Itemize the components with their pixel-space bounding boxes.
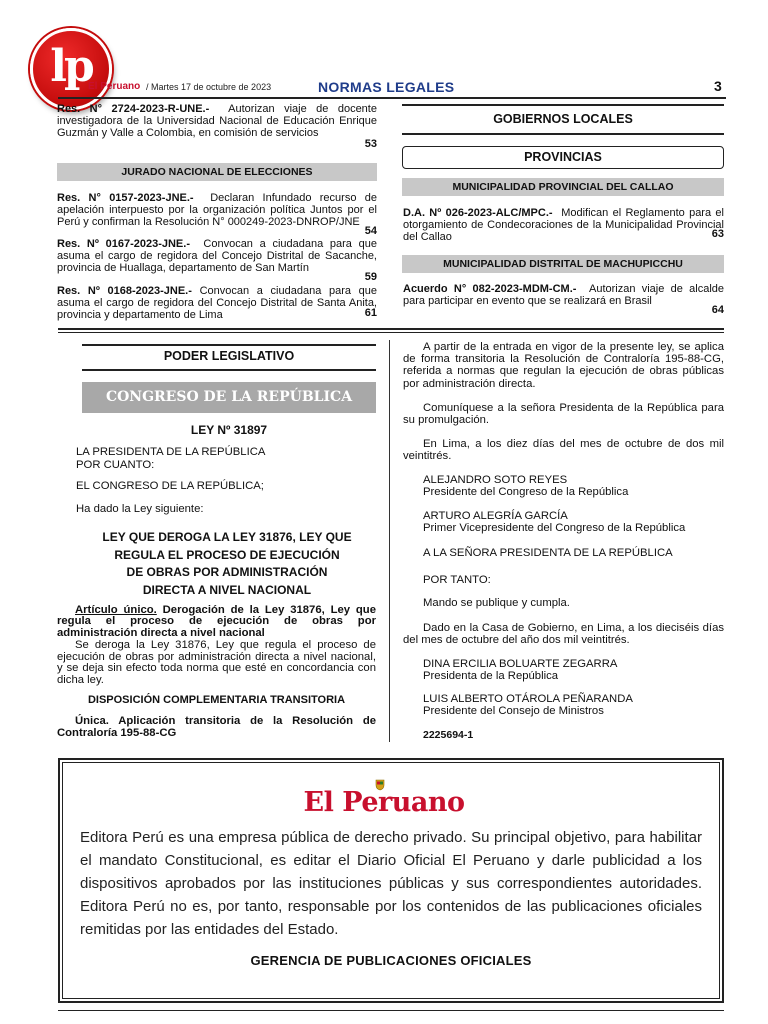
paragraph: POR TANTO: — [423, 574, 491, 586]
law-title-line: LEY QUE DEROGA LA LEY 31876, LEY QUE — [102, 530, 352, 544]
signer-role: Primer Vicepresidente del Congreso de la República — [423, 522, 686, 535]
signer-name: LUIS ALBERTO OTÁROLA PEÑARANDA — [423, 693, 633, 705]
signer-name: ARTURO ALEGRÍA GARCÍA — [423, 510, 568, 522]
page-number: 3 — [714, 78, 722, 94]
summary-item — [57, 192, 377, 240]
section-divider — [58, 328, 724, 330]
lp-logo: lp — [30, 28, 112, 110]
section-divider — [58, 332, 724, 333]
text-block: En Lima, a los diez días del mes de octubre de dos mil veintitrés. — [403, 438, 724, 463]
text-block: Comuníquese a la señora Presidenta de la República para su promulgación. — [403, 402, 724, 427]
signature — [423, 510, 724, 534]
publication-code: 2225694-1 — [423, 729, 474, 741]
summary-item — [57, 103, 377, 153]
header-rule — [58, 97, 726, 99]
summary-text: Convocan a ciudadana para que asuma el cargo de regidora del Concejo Distrital de Santa Anita, provincia y departamento de Lima — [57, 285, 378, 322]
text-line: POR CUANTO: — [76, 458, 155, 471]
summary-page: 53 — [364, 138, 377, 150]
text-line: LA PRESIDENTA DE LA REPÚBLICA — [76, 446, 266, 458]
congreso-band: CONGRESO DE LA REPÚBLICA — [82, 382, 376, 413]
unica-text: Única. Aplicación transitoria de la Resolución de Contraloría 195-88-CG — [57, 715, 376, 739]
signer-name: DINA ERCILIA BOLUARTE ZEGARRA — [423, 658, 618, 670]
rule — [82, 369, 376, 371]
summary-ref: Acuerdo N° 082-2023-MDM-CM.- — [403, 283, 577, 295]
article-text: Se deroga la Ley 31876, Ley que regula el proceso de ejecución de obras por administración directa a nivel nacional, y se deja sin efecto toda norma que esté en concordancia con dicha ley. — [57, 639, 376, 686]
disposition-title: DISPOSICIÓN COMPLEMENTARIA TRANSITORIA — [87, 694, 346, 706]
law-title-line: REGULA EL PROCESO DE EJECUCIÓN — [114, 547, 340, 562]
band-machupicchu: MUNICIPALIDAD DISTRITAL DE MACHUPICCHU — [402, 255, 724, 273]
summary-text: Autorizan viaje de docente investigadora de la Universidad Nacional de Educación Enrique Guzmán y Valle a Colombia, en comisión de servicios — [57, 103, 377, 140]
summary-ref: D.A. Nº 026-2023-ALC/MPC.- — [403, 207, 553, 219]
bottom-rule — [58, 1010, 724, 1011]
summary-item — [403, 283, 724, 319]
summary-page: 63 — [711, 228, 724, 240]
text-block: Dado en la Casa de Gobierno, en Lima, a los dieciséis días del mes de octubre del año dos mil veintitrés. — [403, 622, 724, 647]
law-title-line: DE OBRAS POR ADMINISTRACIÓN — [126, 565, 328, 579]
newspaper-name: El Peruano — [88, 81, 141, 92]
summary-text: Modifican el Reglamento para el otorgamiento de Condecoraciones de la Municipalidad Provincial del Callao — [403, 207, 724, 244]
provincias-heading: PROVINCIAS — [402, 146, 724, 169]
paragraph — [403, 438, 724, 462]
summary-text: Autorizan viaje de alcalde para participar en evento que se realizará en Brasil — [403, 283, 724, 308]
summary-page: 64 — [711, 304, 724, 316]
text-block: A partir de la entrada en vigor de la presente ley, se aplica de forma transitoria la Resolución de Contraloría 195-88-CG, referida a normas que regulan la ejecución de obras públicas por administración directa. — [403, 341, 724, 390]
law-title — [72, 529, 382, 599]
signer-name: ALEJANDRO SOTO REYES — [423, 474, 568, 486]
notice-text: Editora Perú es una empresa pública de derecho privado. Su principal objetivo, para habilitar el mandato Constitucional, es editar el Diario Oficial El Peruano y darle publicidad a los dispositivos aprobados por las instituciones públicas y sus correspondientes autoridades. Editora Perú no es, por tanto, responsable por los contenidos de las publicaciones oficiales remitidas por las entidades del Estado. — [80, 829, 702, 938]
band-jne: JURADO NACIONAL DE ELECCIONES — [57, 163, 377, 181]
law-title-line: DIRECTA A NIVEL NACIONAL — [142, 582, 312, 597]
rule — [402, 133, 724, 135]
summary-ref: Res. N° 2724-2023-R-UNE.- — [57, 103, 210, 115]
poder-legislativo-heading: PODER LEGISLATIVO — [163, 349, 295, 363]
paragraph — [403, 402, 724, 426]
article-heading — [57, 605, 376, 639]
summary-page: 54 — [364, 225, 377, 237]
band-callao: MUNICIPALIDAD PROVINCIAL DEL CALLAO — [402, 178, 724, 196]
notice-footer: GERENCIA DE PUBLICACIONES OFICIALES — [250, 953, 532, 968]
signer-role: Presidente del Congreso de la República — [423, 486, 629, 499]
issue-date: / Martes 17 de octubre de 2023 — [146, 82, 272, 92]
summary-item — [403, 207, 724, 245]
el-peruano-logo: El Peruano — [303, 787, 465, 818]
article-title: Derogación de la Ley 31876, Ley que regula el proceso de ejecución de obras por administración directa a nivel nacional — [57, 604, 376, 639]
law-number: LEY Nº 31897 — [190, 423, 268, 437]
paragraph: Ha dado la Ley siguiente: — [76, 503, 204, 515]
paragraph: EL CONGRESO DE LA REPÚBLICA; — [76, 480, 264, 492]
summary-page: 61 — [364, 307, 377, 319]
paragraph — [76, 446, 376, 471]
summary-text: Declaran Infundado recurso de apelación interpuesto por la organización política Juntos por el Perú y confirman la Resolución N° 000249-2023-DNROP/JNE — [57, 192, 377, 229]
signer-role: Presidenta de la República — [423, 670, 559, 683]
signer-role: Presidente del Consejo de Ministros — [423, 705, 604, 718]
unica-heading — [57, 716, 376, 739]
summary-item — [57, 238, 377, 286]
local-gov-heading: GOBIERNOS LOCALES — [493, 112, 633, 126]
summary-ref: Res. Nº 0168-2023-JNE.- — [57, 285, 192, 297]
summary-item — [57, 285, 377, 321]
section-title: NORMAS LEGALES — [318, 79, 455, 95]
article-label: Artículo único. — [75, 604, 157, 616]
summary-text: Convocan a ciudadana para que asuma el cargo de regidora del Concejo Distrital de Sacanche, provincia de Huallaga, departamento de San Martín — [57, 238, 377, 275]
signature — [423, 693, 724, 717]
paragraph — [403, 622, 724, 646]
column-divider — [389, 340, 390, 742]
rule — [402, 104, 724, 106]
paragraph — [403, 341, 724, 390]
paragraph: Mando se publique y cumpla. — [423, 597, 570, 609]
summary-page: 59 — [364, 271, 377, 283]
rule — [82, 344, 376, 346]
summary-ref: Res. N° 0157-2023-JNE.- — [57, 192, 194, 204]
signature — [423, 474, 724, 498]
summary-ref: Res. Nº 0167-2023-JNE.- — [57, 238, 190, 250]
signature — [423, 658, 724, 682]
paragraph: A LA SEÑORA PRESIDENTA DE LA REPÚBLICA — [423, 547, 673, 559]
article-body — [57, 640, 376, 686]
